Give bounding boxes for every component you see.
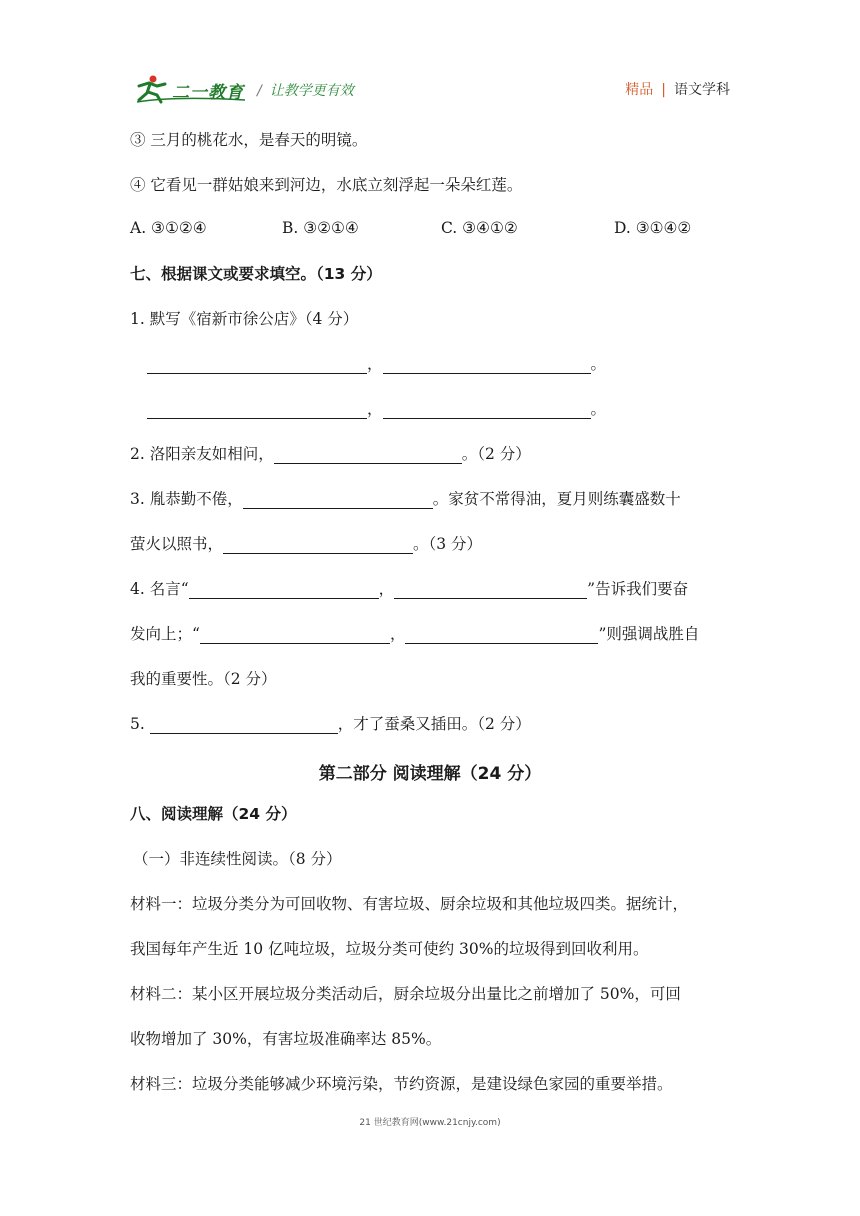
q7-s3: 3. 胤恭勤不倦， 。家贫不常得油，夏月则练囊盛数十 [130, 490, 681, 508]
answer-blank[interactable] [405, 627, 598, 644]
material-2-line-1: 材料二：某小区开展垃圾分类活动后，厨余垃圾分出量比之前增加了 50%，可回 [130, 985, 681, 1003]
page-header [135, 70, 730, 110]
q7-s1: 1. 默写《宿新市徐公店》（4 分） [130, 310, 359, 328]
q7-s2: 2. 洛阳亲友如相问， 。（2 分） [130, 445, 531, 463]
answer-blank[interactable] [150, 717, 338, 734]
material-3-line-1: 材料三：垃圾分类能够减少环境污染，节约资源，是建设绿色家园的重要举措。 [130, 1075, 673, 1093]
material-1-line-2: 我国每年产生近 10 亿吨垃圾，垃圾分类可使约 30%的垃圾得到回收利用。 [130, 940, 649, 958]
q7-title: 七、根据课文或要求填空。（13 分） [130, 265, 382, 283]
option-d: D. ③①④② [614, 219, 692, 237]
section-8-title: 八、阅读理解（24 分） [130, 805, 297, 823]
poem-line-2: ， 。 [147, 399, 606, 419]
answer-blank[interactable] [200, 627, 390, 644]
answer-blank[interactable] [223, 537, 413, 554]
answer-blank[interactable] [189, 582, 379, 599]
q7-s3-line2: 萤火以照书， 。（3 分） [130, 535, 483, 553]
q7-s5: 5. ，才了蚕桑又插田。（2 分） [130, 715, 531, 733]
answer-blank[interactable] [274, 447, 462, 464]
part2-title: 第二部分 阅读理解（24 分） [318, 764, 542, 784]
answer-blank[interactable] [147, 402, 367, 419]
option-a: A. ③①②④ [130, 219, 207, 237]
logo-text: 二一教育 [172, 83, 244, 103]
answer-blank[interactable] [383, 402, 591, 419]
answer-blank[interactable] [243, 492, 433, 509]
quality-label: 精品 [625, 82, 654, 98]
poem-line-1: ， 。 [147, 354, 606, 374]
header-subject: 精品 | 语文学科 [625, 82, 730, 98]
answer-blank[interactable] [147, 357, 367, 374]
q7-s4-line2: 发向上；“ ， ”则强调战胜自 [130, 625, 700, 643]
header-slogan: / 让教学更有效 [257, 83, 354, 99]
answer-blank[interactable] [383, 357, 591, 374]
answer-blank[interactable] [394, 582, 587, 599]
sub-section-1: （一）非连续性阅读。（8 分） [133, 850, 342, 868]
material-1-line-1: 材料一：垃圾分类分为可回收物、有害垃圾、厨余垃圾和其他垃圾四类。据统计， [130, 895, 689, 913]
page-footer: 21 世纪教育网(www.21cnjy.com) [359, 1118, 501, 1128]
q7-s4-line3: 我的重要性。（2 分） [130, 670, 277, 688]
q6-item4: ④ 它看见一群姑娘来到河边，水底立刻浮起一朵朵红莲。 [130, 176, 523, 194]
option-b: B. ③②①④ [282, 219, 359, 237]
option-c: C. ③④①② [441, 219, 518, 237]
material-2-line-2: 收物增加了 30%，有害垃圾准确率达 85%。 [130, 1030, 442, 1048]
slogan-text: 让教学更有效 [269, 83, 354, 99]
subject-label: 语文学科 [674, 82, 730, 98]
q6-item3: ③ 三月的桃花水，是春天的明镜。 [130, 131, 368, 149]
q7-s4: 4. 名言“ ， ”告诉我们要奋 [130, 580, 689, 598]
